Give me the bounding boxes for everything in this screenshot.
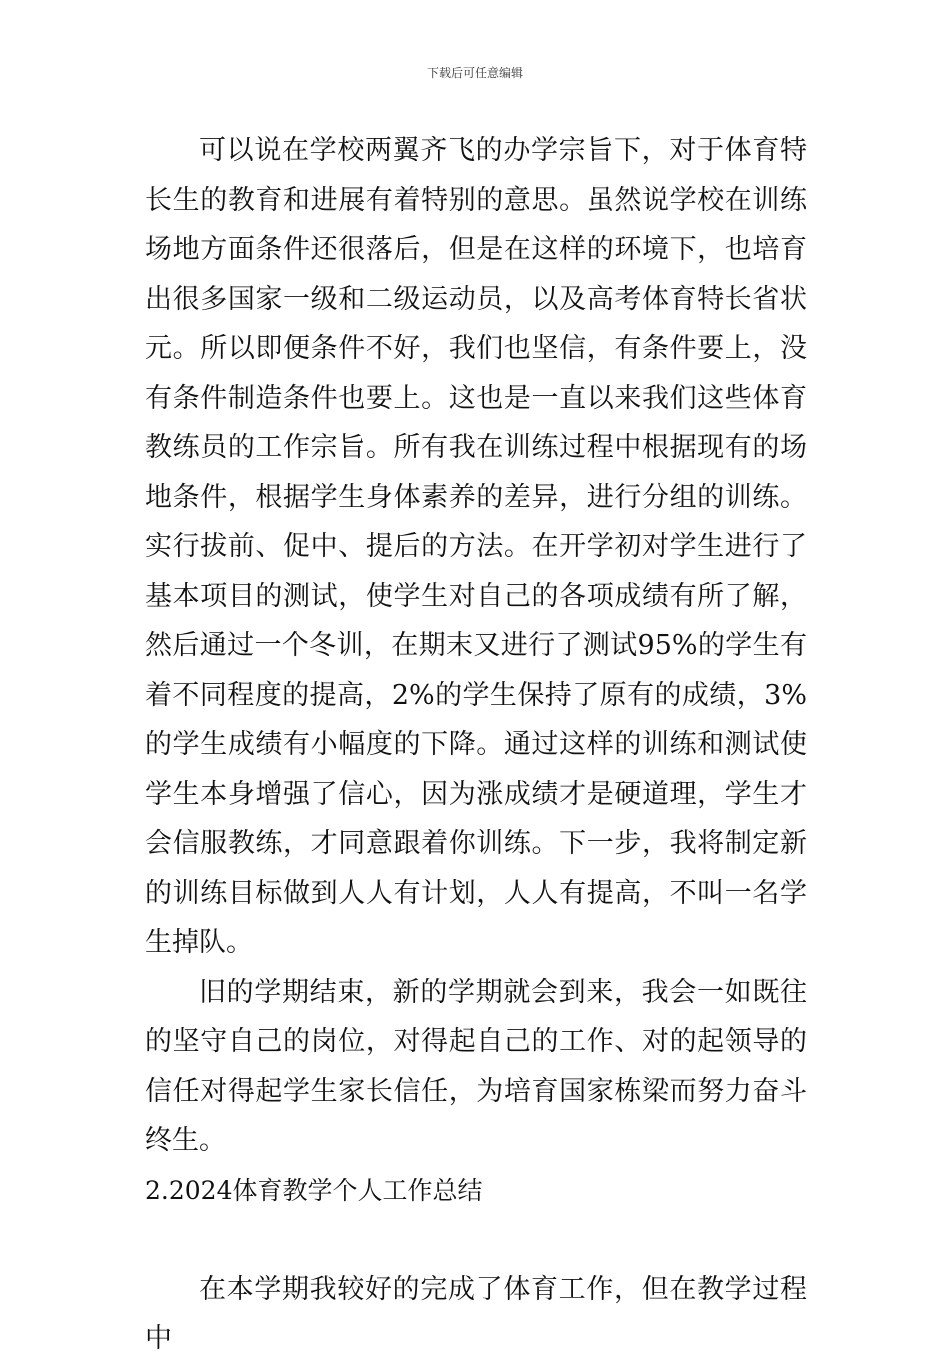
- page-header-note: 下载后可任意编辑: [426, 66, 523, 80]
- paragraph-semester-end: 旧的学期结束，新的学期就会到来，我会一如既往的坚守自己的岗位，对得起自己的工作、对的起领导的信任对得起学生家长信任，为培育国家栋梁而努力奋斗终生。: [145, 976, 807, 1156]
- section-heading: 2.2024体育教学个人工作总结: [145, 1175, 483, 1205]
- document-body: [145, 126, 807, 1364]
- blank-line: [145, 1215, 807, 1265]
- paragraph-training-summary: 可以说在学校两翼齐飞的办学宗旨下，对于体育特长生的教育和进展有着特别的意思。虽然说学校在训练场地方面条件还很落后，但是在这样的环境下，也培育出很多国家一级和二级运动员，以及高考体育特长省状元。所以即便条件不好，我们也坚信，有条件要上，没有条件制造条件也要上。这也是一直以来我们这些体育教练员的工作宗旨。所有我在训练过程中根据现有的场地条件，根据学生身体素养的差异，进行分组的训练。实行拔前、促中、提后的方法。在开学初对学生进行了基本项目的测试，使学生对自己的各项成绩有所了解，然后通过一个冬训，在期末又进行了测试95%的学生有着不同程度的提高，2%的学生保持了原有的成绩，3%的学生成绩有小幅度的下降。通过这样的训练和测试使学生本身增强了信心，因为涨成绩才是硬道理，学生才会信服教练，才同意跟着你训练。下一步，我将制定新的训练目标做到人人有计划，人人有提高，不叫一名学生掉队。: [145, 135, 807, 958]
- paragraph-semester-work: 在本学期我较好的完成了体育工作，但在教学过程中: [145, 1273, 807, 1354]
